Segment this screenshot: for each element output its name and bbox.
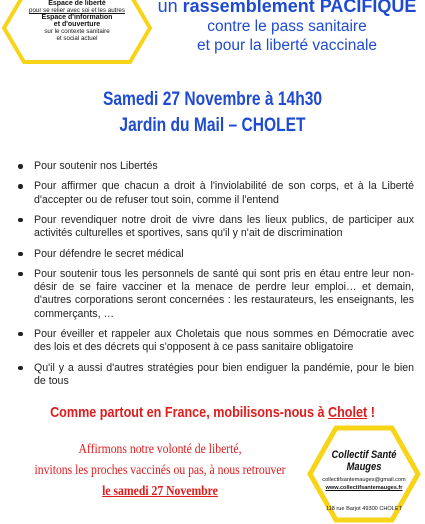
- headline-line-3: et pour la liberté vaccinale: [196, 37, 378, 54]
- collectif-email: collectifsantemauges@gmail.com: [322, 477, 406, 483]
- list-item: [16, 248, 414, 261]
- logo-line-4: et d'ouverture: [53, 21, 101, 28]
- list-item-text: Pour affirmer que chacun a droit à l'inviolabilité de son corps, et à la Liberté d'accepter ou de refuser tout soin, comme il l'entend: [34, 180, 414, 206]
- logo-line-5: sur le contexte sanitaire: [44, 28, 110, 35]
- bullet-icon: [18, 366, 23, 371]
- invite-line-3: le samedi 27 Novembre: [102, 483, 218, 498]
- headline-pre: un: [157, 0, 183, 16]
- event-date: Samedi 27 Novembre à 14h30: [102, 89, 323, 110]
- bullet-icon: [18, 252, 23, 257]
- list-item: [16, 214, 414, 240]
- logo-line-6: et social actuel: [56, 35, 98, 42]
- logo-line-3: Espace d'information: [41, 14, 113, 21]
- list-item-text: Pour défendre le secret médical: [34, 247, 184, 260]
- logo-espace-liberte: [2, 0, 152, 62]
- call-city: Cholet: [328, 404, 368, 421]
- collectif-address: 118 rue Barjot 49300 CHOLET: [325, 506, 403, 512]
- call-text: Comme partout en France, mobilisons-nous à: [50, 404, 329, 421]
- list-item-text: Pour revendiquer notre droit de vivre dans les lieux publics, de participer aux activités culturelles et sportives, sans qu'il y n'ait de discrimination: [34, 213, 414, 240]
- event-place: Jardin du Mail – CHOLET: [119, 115, 306, 136]
- list-item-text: Pour soutenir nos Libertés: [34, 160, 158, 172]
- list-item: [16, 180, 414, 206]
- collectif-website-link[interactable]: www.collectifsantemauges.fr: [325, 485, 403, 491]
- list-item: [16, 362, 414, 388]
- list-item-text: Pour éveiller et rappeler aux Choletais que nous sommes en Démocratie avec des lois et des décrets qui s'opposent à ce pass sanitaire obligatoire: [34, 327, 414, 354]
- invite-line-2: invitons les proches vaccinés ou pas, à nous retrouver: [34, 462, 286, 477]
- invite-line-1: Affirmons notre volonté de liberté,: [78, 441, 242, 456]
- reasons-list: [16, 160, 414, 395]
- headline-line-2: contre le pass sanitaire: [207, 18, 367, 35]
- list-item-text: Qu'il y a aussi d'autres stratégies pour bien endiguer la pandémie, pour le bien de tous: [34, 361, 414, 387]
- headline-strong: rassemblement PACIFIQUE: [182, 0, 417, 16]
- logo-line-2: pour se relier avec soi et les autres: [29, 7, 125, 14]
- logo-collectif-sante-mauges: [306, 424, 422, 524]
- call-to-action: [34, 404, 391, 421]
- logo-line-1: Espace de liberté: [48, 0, 106, 7]
- list-item-text: Pour soutenir tous les personnels de santé qui sont pris en étau entre leur non-désir de se faire vacciner et la menace de perdre leur emploi… et demain, d'autres corporations seront concernées : les restaurateurs, les enseignants, les commerçants, …: [34, 267, 414, 320]
- logo-text: [2, 0, 152, 42]
- list-item: [16, 160, 414, 173]
- bullet-icon: [18, 332, 23, 337]
- bullet-icon: [18, 272, 23, 277]
- call-end: !: [367, 404, 375, 421]
- headline-title: [152, 0, 422, 17]
- collectif-title: Collectif Santé Mauges: [331, 449, 397, 473]
- bullet-icon: [18, 218, 23, 223]
- list-item: [16, 328, 414, 354]
- list-item: [16, 268, 414, 321]
- bullet-icon: [18, 184, 23, 189]
- bullet-icon: [18, 164, 23, 169]
